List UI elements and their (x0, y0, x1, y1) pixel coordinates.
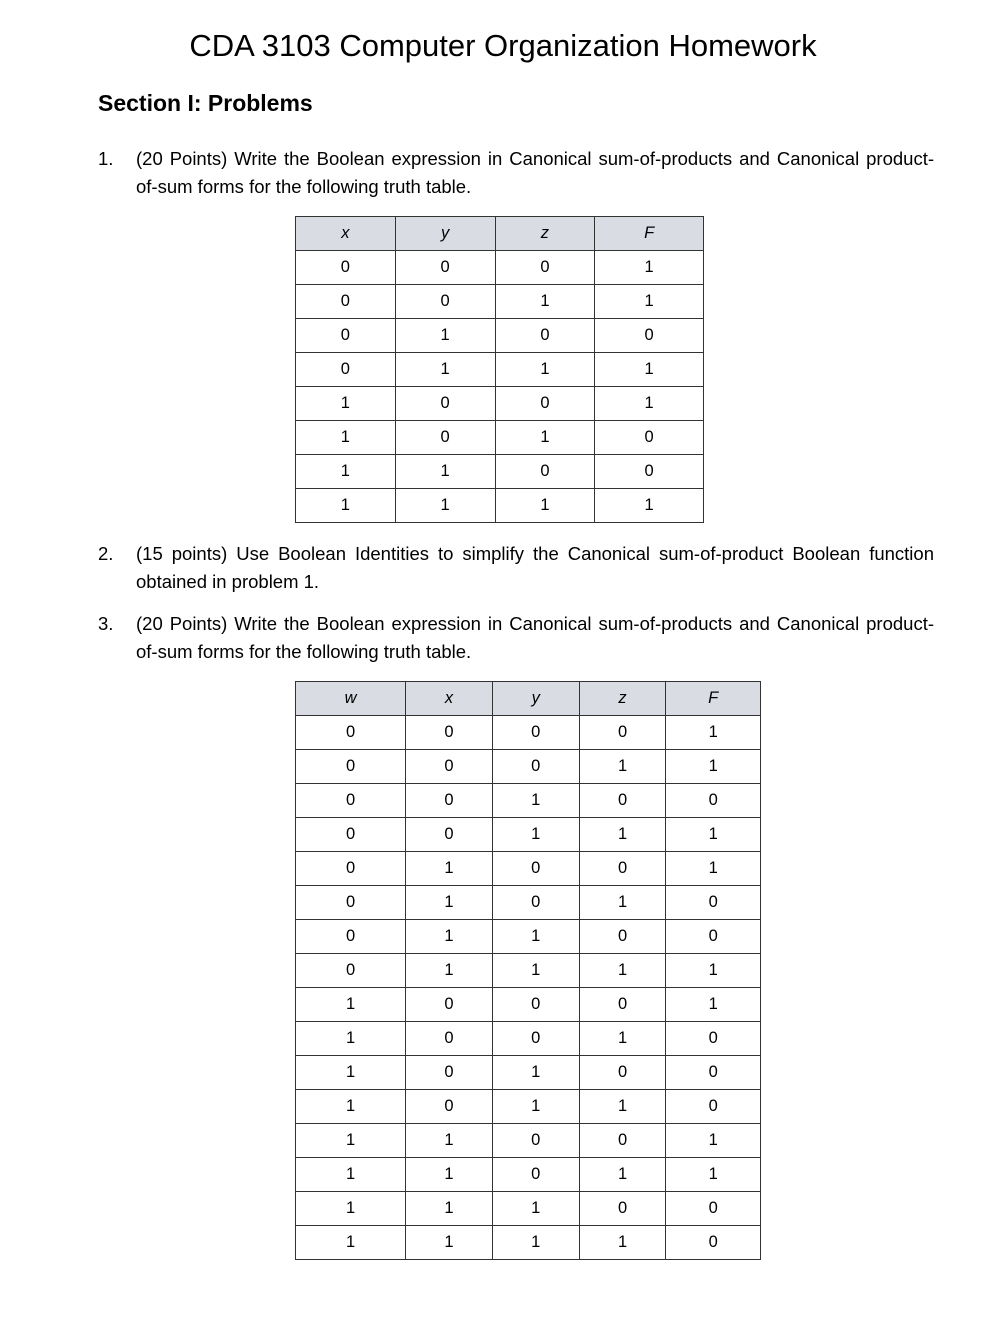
table-row (296, 750, 761, 784)
table-cell: 1 (492, 1192, 579, 1226)
table-cell: 0 (666, 1022, 761, 1056)
table-cell: 0 (492, 716, 579, 750)
table-cell: 0 (406, 1056, 493, 1090)
table-header-row (296, 217, 704, 251)
table-cell: 1 (666, 1124, 761, 1158)
table-cell: 0 (666, 920, 761, 954)
table-row (296, 1124, 761, 1158)
table-cell: 1 (666, 988, 761, 1022)
table-cell: 1 (395, 455, 495, 489)
table-cell: 1 (595, 353, 704, 387)
table-cell: 1 (492, 954, 579, 988)
table-row (296, 1022, 761, 1056)
table-cell: 1 (296, 1124, 406, 1158)
table-cell: 1 (579, 886, 666, 920)
table-cell: 0 (666, 1226, 761, 1260)
table-cell: 1 (492, 1226, 579, 1260)
table-row (296, 784, 761, 818)
problem-3 (98, 610, 934, 666)
table-cell: 0 (406, 750, 493, 784)
table-cell: 1 (406, 1192, 493, 1226)
table-cell: 1 (296, 1158, 406, 1192)
table-cell: 1 (406, 1124, 493, 1158)
table-cell: 0 (495, 319, 595, 353)
table-cell: 1 (296, 455, 396, 489)
table-cell: 0 (492, 1124, 579, 1158)
table-cell: 0 (492, 750, 579, 784)
problem-2 (98, 540, 934, 596)
table-cell: 0 (492, 988, 579, 1022)
table-cell: 1 (579, 1022, 666, 1056)
column-header: y (492, 682, 579, 716)
table-cell: 1 (406, 1158, 493, 1192)
table-cell: 0 (492, 1022, 579, 1056)
table-row (296, 954, 761, 988)
table-cell: 1 (492, 1090, 579, 1124)
table-cell: 1 (579, 818, 666, 852)
table-row (296, 353, 704, 387)
problem-number: 3. (98, 613, 114, 634)
table-cell: 1 (296, 1226, 406, 1260)
table-cell: 1 (296, 1022, 406, 1056)
table-cell: 1 (579, 1226, 666, 1260)
truth-table-2 (295, 681, 761, 1260)
table-cell: 1 (595, 387, 704, 421)
problem-1 (98, 145, 934, 201)
table-cell: 1 (406, 920, 493, 954)
table-row (296, 852, 761, 886)
table-cell: 0 (296, 852, 406, 886)
table-cell: 1 (595, 251, 704, 285)
table-row (296, 920, 761, 954)
table-row (296, 251, 704, 285)
table-cell: 1 (406, 954, 493, 988)
table-cell: 1 (666, 716, 761, 750)
table-row (296, 1158, 761, 1192)
table-cell: 1 (296, 489, 396, 523)
table-cell: 1 (406, 852, 493, 886)
table-cell: 0 (296, 251, 396, 285)
table-cell: 1 (296, 387, 396, 421)
table-cell: 0 (406, 716, 493, 750)
problem-text: (20 Points) Write the Boolean expression in Canonical sum-of-products and Canonical product-of-sum forms for the following truth table. (136, 613, 934, 662)
table-cell: 0 (492, 852, 579, 886)
table-cell: 0 (579, 784, 666, 818)
table-cell: 0 (666, 1056, 761, 1090)
table-cell: 1 (395, 319, 495, 353)
table-cell: 1 (492, 818, 579, 852)
table-cell: 1 (406, 886, 493, 920)
table-cell: 1 (495, 421, 595, 455)
table-cell: 0 (495, 251, 595, 285)
table-cell: 0 (406, 1090, 493, 1124)
table-row (296, 818, 761, 852)
table-cell: 1 (395, 353, 495, 387)
table-cell: 0 (395, 421, 495, 455)
problem-text: (20 Points) Write the Boolean expression in Canonical sum-of-products and Canonical product-of-sum forms for the following truth table. (136, 148, 934, 197)
table-cell: 0 (296, 353, 396, 387)
table-cell: 1 (296, 988, 406, 1022)
table-cell: 1 (666, 818, 761, 852)
table-cell: 0 (395, 285, 495, 319)
table-row (296, 886, 761, 920)
table-cell: 1 (495, 353, 595, 387)
table-cell: 0 (579, 1192, 666, 1226)
table-row (296, 319, 704, 353)
problem-text: (15 points) Use Boolean Identities to simplify the Canonical sum-of-product Boolean function obtained in problem 1. (136, 543, 934, 592)
column-header: y (395, 217, 495, 251)
problem-number: 1. (98, 148, 114, 169)
table-cell: 0 (579, 988, 666, 1022)
table-row (296, 1226, 761, 1260)
table-cell: 1 (296, 421, 396, 455)
truth-table-1 (295, 216, 704, 523)
table-row (296, 716, 761, 750)
table-cell: 0 (406, 784, 493, 818)
column-header: F (666, 682, 761, 716)
column-header: z (579, 682, 666, 716)
table-cell: 0 (296, 920, 406, 954)
table-cell: 1 (579, 750, 666, 784)
table-cell: 1 (495, 489, 595, 523)
table-cell: 0 (579, 716, 666, 750)
table-header-row (296, 682, 761, 716)
table-cell: 0 (579, 920, 666, 954)
table-cell: 1 (492, 784, 579, 818)
section-heading: Section I: Problems (98, 90, 313, 116)
document-title: CDA 3103 Computer Organization Homework (189, 28, 817, 63)
table-cell: 1 (666, 954, 761, 988)
table-row (296, 285, 704, 319)
table-cell: 0 (595, 455, 704, 489)
table-cell: 1 (579, 1158, 666, 1192)
column-header: F (595, 217, 704, 251)
table-row (296, 988, 761, 1022)
column-header: x (296, 217, 396, 251)
table-row (296, 1192, 761, 1226)
table-row (296, 387, 704, 421)
table-row (296, 1056, 761, 1090)
table-cell: 0 (666, 784, 761, 818)
table-cell: 0 (296, 319, 396, 353)
table-cell: 1 (595, 285, 704, 319)
table-cell: 0 (666, 1090, 761, 1124)
table-cell: 0 (296, 886, 406, 920)
table-cell: 0 (495, 455, 595, 489)
column-header: x (406, 682, 493, 716)
table-cell: 1 (579, 1090, 666, 1124)
table-cell: 0 (595, 421, 704, 455)
table-cell: 1 (666, 750, 761, 784)
table-cell: 0 (406, 818, 493, 852)
table-cell: 0 (595, 319, 704, 353)
table-cell: 0 (492, 886, 579, 920)
table-cell: 1 (666, 1158, 761, 1192)
table-cell: 1 (395, 489, 495, 523)
table-cell: 0 (579, 1124, 666, 1158)
table-cell: 0 (406, 1022, 493, 1056)
table-cell: 0 (579, 852, 666, 886)
column-header: w (296, 682, 406, 716)
table-cell: 1 (296, 1056, 406, 1090)
table-cell: 1 (296, 1090, 406, 1124)
table-row (296, 455, 704, 489)
table-cell: 1 (492, 920, 579, 954)
table-cell: 0 (296, 716, 406, 750)
table-cell: 0 (296, 784, 406, 818)
table-cell: 0 (666, 886, 761, 920)
table-cell: 0 (395, 387, 495, 421)
table-cell: 0 (296, 750, 406, 784)
table-cell: 1 (296, 1192, 406, 1226)
table-cell: 0 (296, 818, 406, 852)
table-cell: 1 (495, 285, 595, 319)
table-cell: 0 (406, 988, 493, 1022)
table-cell: 0 (495, 387, 595, 421)
table-row (296, 1090, 761, 1124)
table-cell: 0 (579, 1056, 666, 1090)
table-cell: 0 (296, 285, 396, 319)
table-cell: 1 (492, 1056, 579, 1090)
table-cell: 0 (296, 954, 406, 988)
table-cell: 1 (579, 954, 666, 988)
table-cell: 0 (492, 1158, 579, 1192)
column-header: z (495, 217, 595, 251)
table-row (296, 489, 704, 523)
table-cell: 1 (406, 1226, 493, 1260)
table-cell: 1 (595, 489, 704, 523)
table-row (296, 421, 704, 455)
table-cell: 1 (666, 852, 761, 886)
problem-number: 2. (98, 543, 114, 564)
table-cell: 0 (666, 1192, 761, 1226)
table-cell: 0 (395, 251, 495, 285)
